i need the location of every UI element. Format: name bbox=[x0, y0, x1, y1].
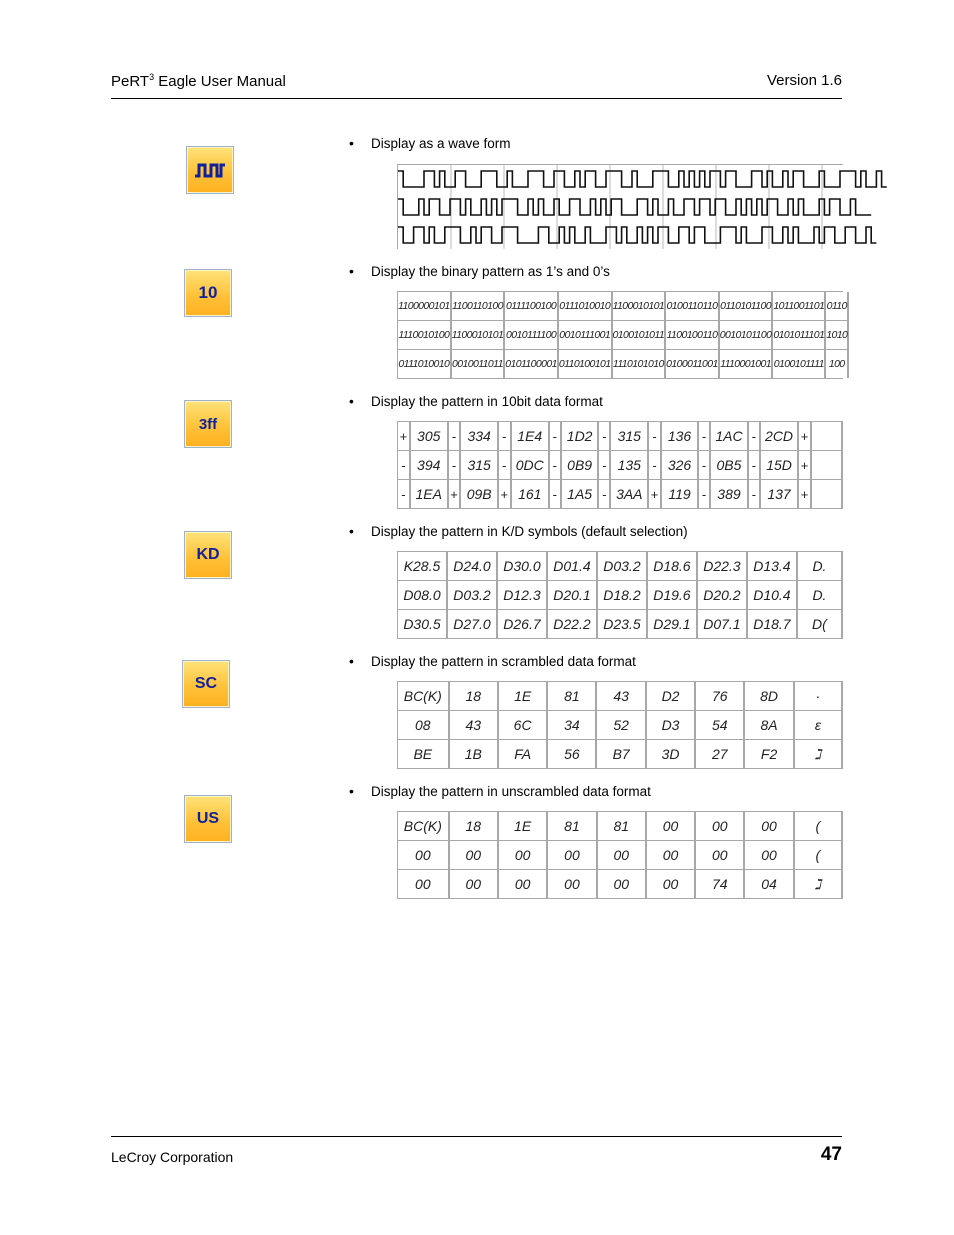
tenbit-value-cell: 389 bbox=[710, 480, 748, 509]
wave-trace bbox=[398, 171, 887, 187]
unscrambled-cell: 00 bbox=[646, 841, 695, 870]
unscrambled-cell: 00 bbox=[547, 841, 596, 870]
unscrambled-cell: BC(K) bbox=[398, 812, 449, 841]
tenbit-value-cell: 1EA bbox=[410, 480, 448, 509]
tenbit-value-cell: 0B9 bbox=[561, 451, 599, 480]
scrambled-cell: 08 bbox=[398, 711, 449, 740]
binary-row bbox=[398, 321, 848, 350]
unscrambled-cell: 00 bbox=[449, 870, 498, 899]
kd-table bbox=[397, 551, 843, 639]
binary-cell: 0101100001 bbox=[504, 350, 558, 379]
tenbit-value-cell: 1A5 bbox=[561, 480, 599, 509]
kd-cell: D30.5 bbox=[398, 610, 447, 639]
tenbit-sign-cell: - bbox=[648, 451, 661, 480]
tenbit-sign-cell: - bbox=[549, 451, 561, 480]
tenbit-sign-cell: - bbox=[698, 451, 710, 480]
unscrambled-cell: 00 bbox=[498, 841, 547, 870]
binary-cell: 1100000101 bbox=[398, 292, 451, 321]
tenbit-value-cell: 315 bbox=[460, 451, 497, 480]
unscrambled-text: Display the pattern in unscrambled data format bbox=[371, 784, 651, 799]
scrambled-cell: 54 bbox=[695, 711, 744, 740]
kd-cell: D03.2 bbox=[597, 552, 647, 581]
scrambled-row bbox=[398, 711, 842, 740]
unscrambled-cell: 74 bbox=[695, 870, 744, 899]
scrambled-cell: 1E bbox=[498, 682, 547, 711]
scrambled-cell: 43 bbox=[596, 682, 645, 711]
unscrambled-cell: 00 bbox=[646, 812, 695, 841]
unscrambled-cell: 00 bbox=[498, 870, 547, 899]
binary-table bbox=[397, 291, 848, 379]
tenbit-value-cell bbox=[811, 451, 842, 480]
kd-cell: D27.0 bbox=[447, 610, 497, 639]
scrambled-cell: 81 bbox=[547, 682, 596, 711]
binary-cell: 1100010101 bbox=[612, 292, 666, 321]
scrambled-cell: BE bbox=[398, 740, 449, 769]
scrambled-cell: 3D bbox=[646, 740, 695, 769]
binary-cell: 1110101010 bbox=[612, 350, 666, 379]
tenbit-sign-cell: - bbox=[598, 422, 610, 451]
bullet-dot: • bbox=[349, 783, 354, 799]
scrambled-cell: 6C bbox=[498, 711, 547, 740]
tenbit-value-cell: 15D bbox=[760, 451, 798, 480]
tenbit-value-cell bbox=[811, 422, 842, 451]
tenbit-sign-cell: + bbox=[498, 480, 511, 509]
tenbit-sign-cell: + bbox=[448, 480, 461, 509]
scrambled-cell: 18 bbox=[449, 682, 498, 711]
unscrambled-row bbox=[398, 812, 842, 841]
tenbit-sign-cell: - bbox=[498, 422, 511, 451]
binary-cell: 0100101011 bbox=[612, 321, 666, 350]
tenbit-value-cell: 0B5 bbox=[710, 451, 748, 480]
unscrambled-row bbox=[398, 841, 842, 870]
unscrambled-table bbox=[397, 811, 843, 899]
tenbit-value-cell: 0DC bbox=[511, 451, 549, 480]
page-number: 47 bbox=[820, 1144, 842, 1165]
binary-cell: 0010111001 bbox=[558, 321, 612, 350]
binary-cell: 0010111100 bbox=[504, 321, 558, 350]
wave-trace bbox=[398, 227, 876, 243]
kd-row bbox=[398, 552, 842, 581]
tenbit-row bbox=[398, 480, 842, 509]
kd-text: Display the pattern in K/D symbols (default selection) bbox=[371, 524, 688, 539]
binary-cell: 0100011001 bbox=[665, 350, 719, 379]
kd-row bbox=[398, 610, 842, 639]
tenbit-sign-cell: - bbox=[698, 422, 710, 451]
binary-cell: 1100100110 bbox=[665, 321, 719, 350]
unscrambled-cell: 04 bbox=[744, 870, 793, 899]
unscrambled-cell: 81 bbox=[597, 812, 646, 841]
unscrambled-cell: ( bbox=[794, 812, 842, 841]
bullet-dot: • bbox=[349, 653, 354, 669]
scrambled-cell: D2 bbox=[646, 682, 695, 711]
kd-icon[interactable]: KD bbox=[184, 531, 232, 579]
wave-form-display bbox=[397, 164, 843, 249]
scrambled-icon[interactable]: SC bbox=[182, 660, 230, 708]
tenbit-sign-cell: - bbox=[648, 422, 661, 451]
binary-cell: 0110101100 bbox=[719, 292, 773, 321]
kd-cell: D12.3 bbox=[497, 581, 547, 610]
scrambled-table bbox=[397, 681, 843, 769]
bullet-dot: • bbox=[349, 135, 354, 151]
version-label: Version 1.6 bbox=[766, 72, 842, 89]
kd-cell: D18.6 bbox=[647, 552, 697, 581]
tenbit-value-cell: 3AA bbox=[610, 480, 648, 509]
scrambled-cell: B7 bbox=[596, 740, 645, 769]
tenbit-value-cell: 119 bbox=[661, 480, 698, 509]
kd-cell: D29.1 bbox=[647, 610, 697, 639]
unscrambled-cell: 81 bbox=[547, 812, 596, 841]
tenbit-value-cell: 315 bbox=[610, 422, 648, 451]
binary-cell: 0110100101 bbox=[558, 350, 612, 379]
unscrambled-cell: 00 bbox=[744, 812, 793, 841]
kd-cell: D. bbox=[797, 552, 842, 581]
tenbit-sign-cell: + bbox=[798, 480, 811, 509]
tenbit-sign-cell: + bbox=[648, 480, 661, 509]
binary-cell: 1110001001 bbox=[719, 350, 773, 379]
kd-cell: D08.0 bbox=[398, 581, 447, 610]
tenbit-value-cell: 136 bbox=[661, 422, 698, 451]
unscrambled-cell: 00 bbox=[646, 870, 695, 899]
binary-cell: 0010011011 bbox=[451, 350, 505, 379]
scrambled-cell: FA bbox=[498, 740, 547, 769]
bullet-dot: • bbox=[349, 523, 354, 539]
scrambled-row bbox=[398, 740, 842, 769]
scrambled-cell: 76 bbox=[695, 682, 744, 711]
binary-row bbox=[398, 292, 848, 321]
kd-cell: D30.0 bbox=[497, 552, 547, 581]
binary-cell: 0111010010 bbox=[398, 350, 451, 379]
tenbit-sign-cell: - bbox=[398, 451, 410, 480]
kd-cell: D24.0 bbox=[447, 552, 497, 581]
scrambled-cell: 52 bbox=[596, 711, 645, 740]
scrambled-cell: 1B bbox=[449, 740, 498, 769]
kd-cell: D22.2 bbox=[547, 610, 597, 639]
tenbit-sign-cell: - bbox=[398, 480, 410, 509]
scrambled-cell: F2 bbox=[744, 740, 793, 769]
tenbit-value-cell: 394 bbox=[410, 451, 448, 480]
tenbit-sign-cell: - bbox=[598, 451, 610, 480]
bullet-dot: • bbox=[349, 263, 354, 279]
unscrambled-cell: ( bbox=[794, 841, 842, 870]
unscrambled-cell: 00 bbox=[597, 841, 646, 870]
wave-form-icon[interactable] bbox=[186, 146, 234, 194]
unscrambled-cell: 00 bbox=[744, 841, 793, 870]
binary-cell: 0100101111 bbox=[772, 350, 825, 379]
unscrambled-cell: 1E bbox=[498, 812, 547, 841]
tenbit-sign-cell: - bbox=[748, 480, 760, 509]
bullet-dot: • bbox=[349, 393, 354, 409]
tenbit-sign-cell: - bbox=[598, 480, 610, 509]
binary-cell: 1011001101 bbox=[772, 292, 825, 321]
kd-cell: D26.7 bbox=[497, 610, 547, 639]
kd-cell: D23.5 bbox=[597, 610, 647, 639]
kd-cell: D07.1 bbox=[697, 610, 747, 639]
scrambled-cell: 8A bbox=[744, 711, 793, 740]
tenbit-value-cell: 305 bbox=[410, 422, 448, 451]
binary-cell: 0111100100 bbox=[504, 292, 558, 321]
kd-row bbox=[398, 581, 842, 610]
tenbit-sign-cell: + bbox=[798, 422, 811, 451]
tenbit-icon[interactable]: 3ff bbox=[184, 400, 232, 448]
binary-text: Display the binary pattern as 1’s and 0’s bbox=[371, 264, 610, 279]
binary-cell: 100 bbox=[825, 350, 848, 379]
binary-cell: 0111010010 bbox=[558, 292, 612, 321]
kd-cell: D18.2 bbox=[597, 581, 647, 610]
tenbit-row bbox=[398, 451, 842, 480]
scrambled-cell: 34 bbox=[547, 711, 596, 740]
tenbit-sign-cell: + bbox=[798, 451, 811, 480]
scrambled-cell: 56 bbox=[547, 740, 596, 769]
kd-cell: D20.1 bbox=[547, 581, 597, 610]
tenbit-sign-cell: - bbox=[498, 451, 511, 480]
tenbit-sign-cell: - bbox=[748, 451, 760, 480]
tenbit-sign-cell: - bbox=[448, 422, 461, 451]
unscrambled-cell: 18 bbox=[449, 812, 498, 841]
tenbit-sign-cell: - bbox=[549, 480, 561, 509]
scrambled-cell: 43 bbox=[449, 711, 498, 740]
kd-cell: D20.2 bbox=[697, 581, 747, 610]
tenbit-sign-cell: - bbox=[549, 422, 561, 451]
tenbit-value-cell: 137 bbox=[760, 480, 798, 509]
kd-cell: K28.5 bbox=[398, 552, 447, 581]
company-name: LeCroy Corporation bbox=[111, 1149, 234, 1165]
kd-cell: D22.3 bbox=[697, 552, 747, 581]
binary-cell: 0110 bbox=[825, 292, 848, 321]
kd-cell: D01.4 bbox=[547, 552, 597, 581]
scrambled-cell: ℷ bbox=[794, 740, 842, 769]
unscrambled-cell: 00 bbox=[597, 870, 646, 899]
tenbit-row bbox=[398, 422, 842, 451]
tenbit-value-cell: 161 bbox=[511, 480, 549, 509]
tenbit-value-cell: 1E4 bbox=[511, 422, 549, 451]
scrambled-row bbox=[398, 682, 842, 711]
kd-cell: D03.2 bbox=[447, 581, 497, 610]
binary-icon[interactable]: 10 bbox=[184, 269, 232, 317]
unscrambled-row bbox=[398, 870, 842, 899]
scrambled-cell: ε bbox=[794, 711, 842, 740]
unscrambled-cell: 00 bbox=[547, 870, 596, 899]
kd-cell: D( bbox=[797, 610, 842, 639]
scrambled-cell: D3 bbox=[646, 711, 695, 740]
binary-cell: 1010 bbox=[825, 321, 848, 350]
scrambled-cell: BC(K) bbox=[398, 682, 449, 711]
tenbit-value-cell: 135 bbox=[610, 451, 648, 480]
wave-form-text: Display as a wave form bbox=[371, 136, 511, 151]
tenbit-value-cell: 1D2 bbox=[561, 422, 599, 451]
manual-title: PeRT$^3$ Eagle User Manual bbox=[111, 72, 286, 90]
binary-cell: 0100110110 bbox=[665, 292, 719, 321]
tenbit-value-cell: 09B bbox=[460, 480, 497, 509]
tenbit-sign-cell: + bbox=[398, 422, 410, 451]
binary-cell: 1100010101 bbox=[451, 321, 505, 350]
kd-cell: D. bbox=[797, 581, 842, 610]
tenbit-value-cell: 326 bbox=[661, 451, 698, 480]
page-footer bbox=[111, 1136, 842, 1165]
kd-cell: D18.7 bbox=[747, 610, 797, 639]
scrambled-text: Display the pattern in scrambled data format bbox=[371, 654, 636, 669]
tenbit-value-cell: 2CD bbox=[760, 422, 798, 451]
unscrambled-cell: ℷ bbox=[794, 870, 842, 899]
tenbit-sign-cell: - bbox=[698, 480, 710, 509]
scrambled-cell: 27 bbox=[695, 740, 744, 769]
scrambled-cell: 8D bbox=[744, 682, 793, 711]
unscrambled-cell: 00 bbox=[398, 870, 449, 899]
wave-trace bbox=[398, 199, 871, 215]
tenbit-value-cell bbox=[811, 480, 842, 509]
tenbit-sign-cell: - bbox=[748, 422, 760, 451]
unscrambled-cell: 00 bbox=[398, 841, 449, 870]
kd-cell: D19.6 bbox=[647, 581, 697, 610]
page-header bbox=[111, 70, 842, 99]
tenbit-value-cell: 1AC bbox=[710, 422, 748, 451]
kd-cell: D10.4 bbox=[747, 581, 797, 610]
wave-form-svg bbox=[398, 165, 843, 249]
unscrambled-cell: 00 bbox=[695, 841, 744, 870]
tenbit-value-cell: 334 bbox=[460, 422, 497, 451]
binary-row bbox=[398, 350, 848, 379]
binary-cell: 0010101100 bbox=[719, 321, 773, 350]
tenbit-sign-cell: - bbox=[448, 451, 461, 480]
binary-cell: 1110010100 bbox=[398, 321, 451, 350]
unscrambled-cell: 00 bbox=[449, 841, 498, 870]
tenbit-text: Display the pattern in 10bit data format bbox=[371, 394, 603, 409]
binary-cell: 0101011101 bbox=[772, 321, 825, 350]
scrambled-cell: · bbox=[794, 682, 842, 711]
unscrambled-icon[interactable]: US bbox=[184, 795, 232, 843]
tenbit-table bbox=[397, 421, 843, 509]
binary-cell: 1100110100 bbox=[451, 292, 505, 321]
unscrambled-cell: 00 bbox=[695, 812, 744, 841]
kd-cell: D13.4 bbox=[747, 552, 797, 581]
